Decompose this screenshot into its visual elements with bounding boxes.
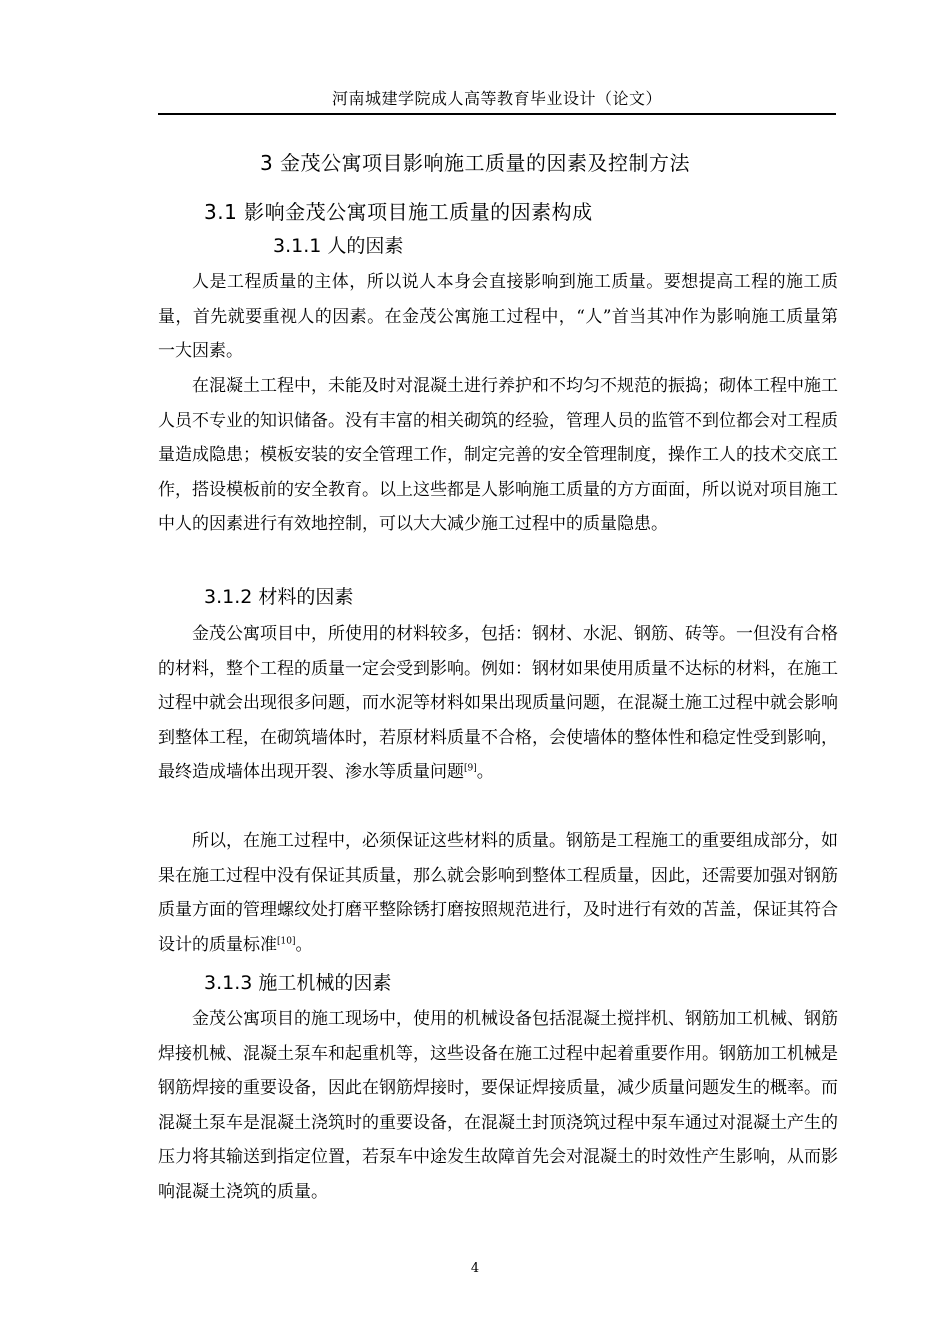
chapter-title: 3 金茂公寓项目影响施工质量的因素及控制方法 [259, 151, 691, 175]
section-heading-3-1: 3.1 影响金茂公寓项目施工质量的因素构成 [204, 200, 593, 224]
subsection-heading-3-1-1: 3.1.1 人的因素 [273, 235, 404, 257]
subsection-heading-3-1-2: 3.1.2 材料的因素 [204, 586, 354, 608]
paragraph-material-factor-2 [158, 824, 838, 962]
paragraph-human-factor-2: 在混凝土工程中，未能及时对混凝土进行养护和不均匀不规范的振捣；砌体工程中施工人员不专业的知识储备。没有丰富的相关砌筑的经验，管理人员的监管不到位都会对工程质量造成隐患；模板安装的安全管理工作，制定完善的安全管理制度，操作工人的技术交底工作，搭设模板前的安全教育。以上这些都是人影响施工质量的方方面面，所以说对项目施工中人的因素进行有效地控制，可以大大减少施工过程中的质量隐患。 [158, 376, 838, 534]
paragraph-material-factor-1 [158, 617, 838, 790]
paragraph-human-factor-1: 人是工程质量的主体，所以说人本身会直接影响到施工质量。要想提高工程的施工质量，首先就要重视人的因素。在金茂公寓施工过程中，“人”首当其冲作为影响施工质量第一大因素。 [158, 272, 838, 361]
page-header: 河南城建学院成人高等教育毕业设计（论文） [158, 86, 836, 115]
paragraph-text: 金茂公寓项目中，所使用的材料较多，包括：钢材、水泥、钢筋、砖等。一但没有合格的材料，整个工程的质量一定会受到影响。例如：钢材如果使用质量不达标的材料，在施工过程中就会出现很多问题，而水泥等材料如果出现质量问题，在混凝土施工过程中就会影响到整体工程，在砌筑墙体时，若原材料质量不合格，会使墙体的整体性和稳定性受到影响，最终造成墙体出现开裂、渗水等质量问题 [158, 624, 838, 782]
citation-ref-9: [9] [464, 763, 477, 774]
paragraph-end-punct: 。 [295, 934, 313, 955]
page-number: 4 [470, 1261, 480, 1276]
subsection-heading-3-1-3: 3.1.3 施工机械的因素 [204, 972, 392, 994]
paragraph-end-punct: 。 [476, 762, 494, 782]
paragraph-text: 所以，在施工过程中，必须保证这些材料的质量。钢筋是工程施工的重要组成部分，如果在施工过程中没有保证其质量，那么就会影响到整体工程质量，因此，还需要加强对钢筋质量方面的管理螺纹处打磨平整除锈打磨按照规范进行，及时进行有效的苫盖，保证其符合设计的质量标准 [158, 831, 838, 955]
paragraph-machinery-factor: 金茂公寓项目的施工现场中，使用的机械设备包括混凝土搅拌机、钢筋加工机械、钢筋焊接机械、混凝土泵车和起重机等，这些设备在施工过程中起着重要作用。钢筋加工机械是钢筋焊接的重要设备，因此在钢筋焊接时，要保证焊接质量，减少质量问题发生的概率。而混凝土泵车是混凝土浇筑时的重要设备，在混凝土封顶浇筑过程中泵车通过对混凝土产生的压力将其输送到指定位置，若泵车中途发生故障首先会对混凝土的时效性产生影响，从而影响混凝土浇筑的质量。 [158, 1009, 838, 1202]
citation-ref-10: [10] [277, 935, 296, 946]
